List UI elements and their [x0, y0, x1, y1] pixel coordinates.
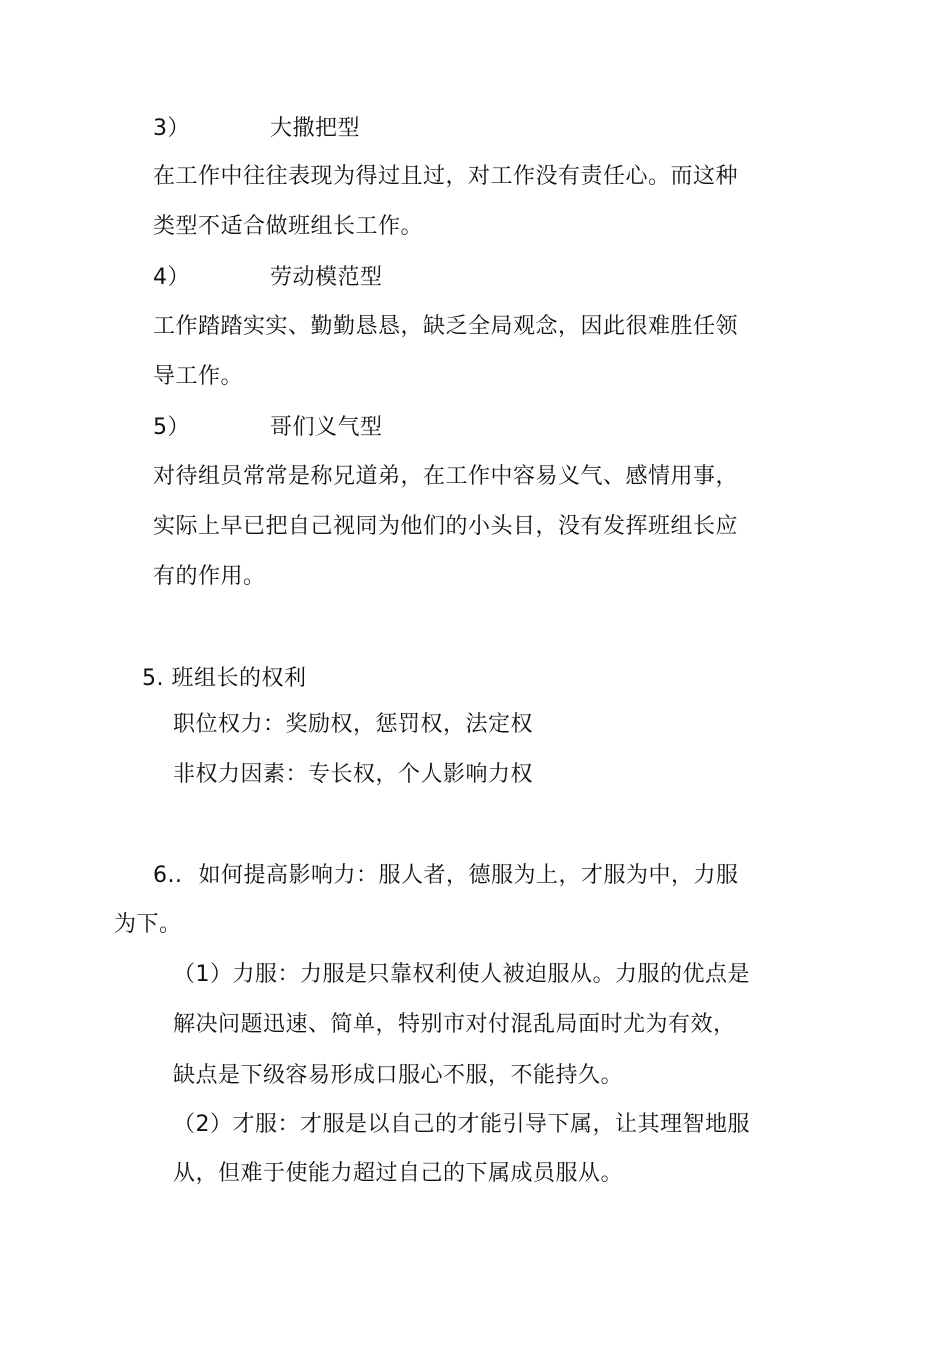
type-5-title: 哥们义气型	[270, 415, 383, 440]
type-5-number: 5）	[153, 415, 190, 440]
type-3-title: 大撒把型	[270, 116, 361, 141]
type-5-desc-line-2: 实际上早已把自己视同为他们的小头目，没有发挥班组长应	[153, 514, 739, 539]
rights-line-2: 非权力因素：专长权，个人影响力权	[173, 762, 534, 787]
type-4-number: 4）	[153, 265, 190, 290]
influence-lead	[153, 861, 739, 891]
type-3-number: 3）	[153, 116, 190, 141]
rights-line-1: 职位权力：奖励权，惩罚权，法定权	[173, 712, 534, 737]
influence-number: 6..	[153, 863, 183, 888]
type-3-desc-line-1: 在工作中往往表现为得过且过，对工作没有责任心。而这种	[153, 164, 739, 189]
type-5-desc-line-3: 有的作用。	[153, 564, 266, 589]
influence-lead-text: 如何提高影响力：服人者，德服为上，才服为中，力服	[198, 863, 739, 888]
type-3-heading	[153, 114, 360, 144]
type-4-title: 劳动模范型	[270, 265, 383, 290]
type-3-desc-line-2: 类型不适合做班组长工作。	[153, 214, 424, 239]
type-4-desc-line-2: 导工作。	[153, 364, 244, 389]
type-4-desc-line-1: 工作踏踏实实、勤勤恳恳，缺乏全局观念，因此很难胜任领	[153, 314, 739, 339]
influence-item-2-line-1: （2）才服：才服是以自己的才能引导下属，让其理智地服	[173, 1112, 750, 1137]
influence-item-1-line-3: 缺点是下级容易形成口服心不服，不能持久。	[173, 1063, 624, 1088]
rights-title: 5. 班组长的权利	[142, 666, 307, 691]
type-5-heading	[153, 413, 383, 443]
influence-lead-cont: 为下。	[114, 912, 182, 937]
influence-item-1-line-2: 解决问题迅速、简单，特别市对付混乱局面时尤为有效，	[173, 1012, 736, 1037]
influence-item-2-line-2: 从，但难于使能力超过自己的下属成员服从。	[173, 1161, 624, 1186]
type-4-heading	[153, 263, 383, 293]
influence-item-1-line-1: （1）力服：力服是只靠权利使人被迫服从。力服的优点是	[173, 962, 750, 987]
type-5-desc-line-1: 对待组员常常是称兄道弟，在工作中容易义气、感情用事，	[153, 464, 739, 489]
